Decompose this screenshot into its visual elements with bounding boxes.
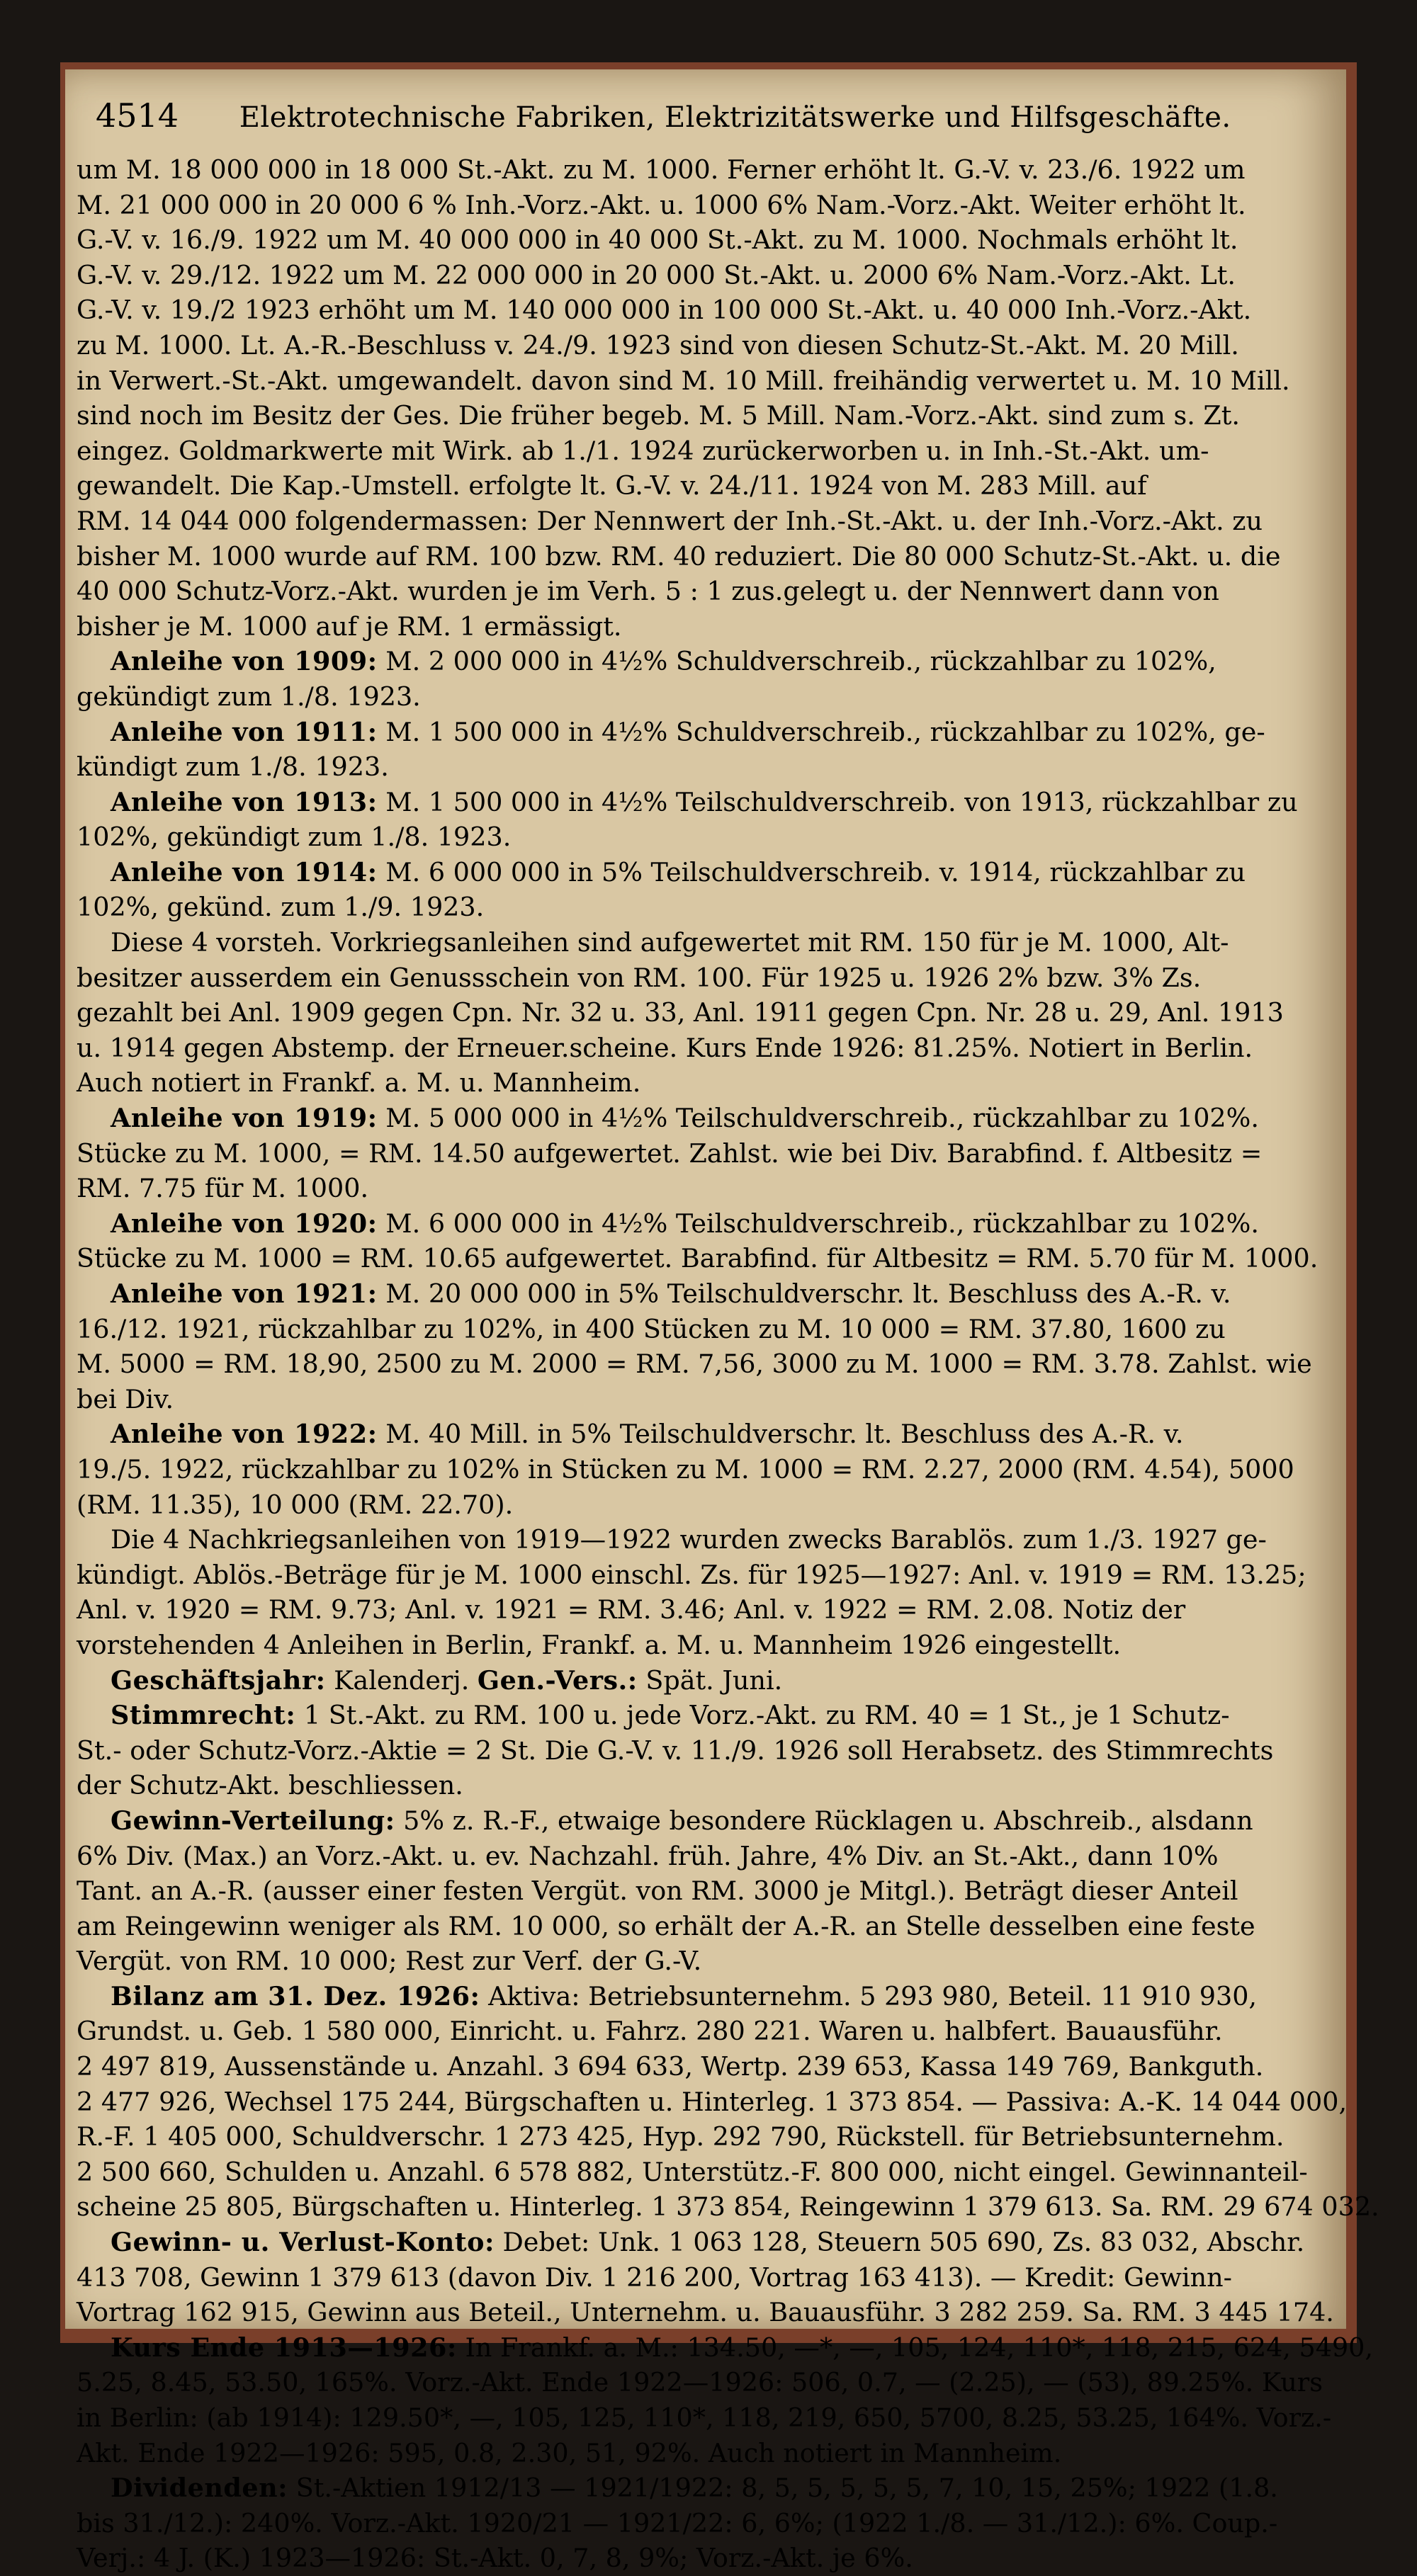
section-heading: Anleihe von 1911: bbox=[111, 716, 378, 747]
line-text: (RM. 11.35), 10 000 (RM. 22.70). bbox=[77, 1489, 514, 1520]
text-line bbox=[77, 890, 1256, 925]
text-line bbox=[77, 1909, 1256, 1944]
line-text: In Frankf. a. M.: 134.50, —*, —, 105, 124, 110*, 118, 215, 624, 5490, bbox=[456, 2332, 1374, 2363]
line-text: scheine 25 805, Bürgschaften u. Hinterleg. 1 373 854, Reingewinn 1 379 613. Sa. RM. 29 674 032. bbox=[77, 2191, 1379, 2223]
section-heading: Stimmrecht: bbox=[111, 1700, 296, 1731]
line-text: bisher M. 1000 wurde auf RM. 100 bzw. RM. 40 reduziert. Die 80 000 Schutz-St.-Akt. u. die bbox=[77, 540, 1281, 572]
text-line bbox=[77, 2541, 1256, 2576]
line-text: Verj.: 4 J. (K.) 1923—1926: St.-Akt. 0, 7, 8, 9%; Vorz.-Akt. je 6%. bbox=[77, 2543, 913, 2574]
text-line bbox=[77, 2119, 1285, 2155]
line-text: M. 21 000 000 in 20 000 6 % Inh.-Vorz.-Akt. u. 1000 6% Nam.-Vorz.-Akt. Weiter erhöht lt. bbox=[77, 189, 1246, 220]
line-text: 5.25, 8.45, 53.50, 165%. Vorz.-Akt. Ende 1922—1926: 506, 0.7, — (2.25), — (53), 89.25%. Kurs bbox=[77, 2367, 1323, 2398]
line-text: Diese 4 vorsteh. Vorkriegsanleihen sind aufgewertet mit RM. 150 für je M. 1000, Alt- bbox=[111, 927, 1229, 958]
line-text: Debet: Unk. 1 063 128, Steuern 505 690, Zs. 83 032, Abschr. bbox=[494, 2227, 1305, 2258]
text-line bbox=[77, 995, 1284, 1031]
line-text: M. 6 000 000 in 5% Teilschuldverschreib. v. 1914, rückzahlbar zu bbox=[377, 856, 1246, 887]
text-line bbox=[77, 258, 1256, 293]
line-text: Kalenderj. bbox=[325, 1664, 478, 1696]
line-text: kündigt zum 1./8. 1923. bbox=[77, 751, 389, 783]
text-line bbox=[77, 2155, 1308, 2190]
line-text: Vortrag 162 915, Gewinn aus Beteil., Unternehm. u. Bauausführ. 3 282 259. Sa. RM. 3 445 174. bbox=[77, 2297, 1334, 2328]
text-line bbox=[77, 2506, 1278, 2541]
text-line bbox=[77, 1944, 1256, 1979]
line-text: bisher je M. 1000 auf je RM. 1 ermässigt. bbox=[77, 611, 622, 642]
text-line bbox=[77, 293, 1256, 328]
line-text: vorstehenden 4 Anleihen in Berlin, Frankf. a. M. u. Mannheim 1926 eingestellt. bbox=[77, 1629, 1122, 1660]
text-line bbox=[77, 1628, 1256, 1663]
section-heading: Anleihe von 1913: bbox=[111, 786, 378, 817]
section-heading: Anleihe von 1914: bbox=[111, 856, 378, 887]
line-text: Akt. Ende 1922—1926: 595, 0.8, 2.30, 51, 92%. Auch notiert in Mannheim. bbox=[77, 2437, 1062, 2468]
line-text: 413 708, Gewinn 1 379 613 (davon Div. 1 216 200, Vortrag 163 413). — Kredit: Gewinn- bbox=[77, 2262, 1232, 2293]
line-text: 2 497 819, Aussenstände u. Anzahl. 3 694 633, Wertp. 239 653, Kassa 149 769, Bankguth. bbox=[77, 2051, 1264, 2082]
line-text: besitzer ausserdem ein Genussschein von RM. 100. Für 1925 u. 1926 2% bzw. 3% Zs. bbox=[77, 962, 1202, 993]
text-line bbox=[77, 679, 1256, 715]
running-title: Elektrotechnische Fabriken, Elektrizitätswerke und Hilfsgeschäfte. bbox=[239, 101, 1231, 134]
text-line bbox=[77, 1522, 1267, 1557]
text-line bbox=[77, 819, 1256, 855]
line-text: Die 4 Nachkriegsanleihen von 1919—1922 wurden zwecks Barablös. zum 1./3. 1927 ge- bbox=[111, 1524, 1267, 1555]
section-heading: Anleihe von 1921: bbox=[111, 1278, 378, 1309]
line-text: 19./5. 1922, rückzahlbar zu 102% in Stücken zu M. 1000 = RM. 2.27, 2000 (RM. 4.54), 5000 bbox=[77, 1453, 1294, 1485]
text-line bbox=[77, 644, 1256, 679]
text-line bbox=[77, 609, 1256, 645]
text-line bbox=[77, 2014, 1256, 2049]
line-text: Vergüt. von RM. 10 000; Rest zur Verf. der G.-V. bbox=[77, 1946, 702, 1977]
line-text: Aktiva: Betriebsunternehm. 5 293 980, Beteil. 11 910 930, bbox=[480, 1980, 1258, 2012]
line-text: G.-V. v. 29./12. 1922 um M. 22 000 000 in 20 000 St.-Akt. u. 2000 6% Nam.-Vorz.-Akt. Lt. bbox=[77, 259, 1236, 290]
text-line bbox=[77, 925, 1256, 960]
text-line bbox=[77, 1768, 1256, 1803]
line-text: 1 St.-Akt. zu RM. 100 u. jede Vorz.-Akt. zu RM. 40 = 1 St., je 1 Schutz- bbox=[295, 1700, 1230, 1731]
line-text: Grundst. u. Geb. 1 580 000, Einricht. u. Fahrz. 280 221. Waren u. halbfert. Bauausführ. bbox=[77, 2016, 1223, 2047]
section-heading: Dividenden: bbox=[111, 2473, 288, 2504]
body-text bbox=[77, 152, 1379, 2576]
text-line bbox=[77, 1417, 1256, 1452]
line-text: gekündigt zum 1./8. 1923. bbox=[77, 681, 421, 712]
text-line bbox=[77, 2084, 1348, 2120]
text-line bbox=[77, 1101, 1259, 1136]
text-line bbox=[77, 1206, 1259, 1242]
line-text: Auch notiert in Frankf. a. M. u. Mannheim. bbox=[77, 1067, 641, 1099]
line-text: sind noch im Besitz der Ges. Die früher begeb. M. 5 Mill. Nam.-Vorz.-Akt. sind zum s. Zt. bbox=[77, 400, 1241, 431]
line-text: in Verwert.-St.-Akt. umgewandelt. davon sind M. 10 Mill. freihändig verwertet u. M. 10 Mill. bbox=[77, 365, 1290, 396]
line-text: M. 2 000 000 in 4½% Schuldverschreib., rückzahlbar zu 102%, bbox=[377, 646, 1216, 677]
text-line bbox=[77, 2049, 1264, 2084]
text-line bbox=[77, 1241, 1319, 1276]
line-text: gewandelt. Die Kap.-Umstell. erfolgte lt. G.-V. v. 24./11. 1924 von M. 283 Mill. auf bbox=[77, 470, 1147, 501]
line-text: in Berlin: (ab 1914): 129.50*, —, 105, 125, 110*, 118, 219, 650, 5700, 8.25, 53.25, 164%. Vorz.- bbox=[77, 2402, 1332, 2433]
text-line bbox=[77, 2225, 1305, 2260]
text-line bbox=[77, 1839, 1256, 1874]
text-line bbox=[77, 1979, 1256, 2014]
line-text: M. 1 500 000 in 4½% Teilschuldverschreib. von 1913, rückzahlbar zu bbox=[377, 786, 1298, 817]
text-line bbox=[77, 504, 1263, 539]
section-heading: Anleihe von 1919: bbox=[111, 1103, 378, 1134]
section-heading: Kurs Ende 1913—1926: bbox=[111, 2332, 457, 2363]
line-text: gezahlt bei Anl. 1909 gegen Cpn. Nr. 32 u. 33, Anl. 1911 gegen Cpn. Nr. 28 u. 29, Anl. 1913 bbox=[77, 997, 1284, 1028]
line-text: 16./12. 1921, rückzahlbar zu 102%, in 400 Stücken zu M. 10 000 = RM. 37.80, 1600 zu bbox=[77, 1313, 1226, 1344]
line-text: 102%, gekünd. zum 1./9. 1923. bbox=[77, 892, 485, 923]
line-text: G.-V. v. 19./2 1923 erhöht um M. 140 000 000 in 100 000 St.-Akt. u. 40 000 Inh.-Vorz.-Akt. bbox=[77, 295, 1252, 326]
line-text: M. 5000 = RM. 18,90, 2500 zu M. 2000 = RM. 7,56, 3000 zu M. 1000 = RM. 3.78. Zahlst. wie bbox=[77, 1349, 1312, 1380]
text-line bbox=[77, 433, 1256, 469]
page-header bbox=[96, 91, 1229, 140]
text-line bbox=[77, 2330, 1374, 2366]
text-line bbox=[77, 1312, 1256, 1347]
section-heading: Gen.-Vers.: bbox=[477, 1664, 638, 1696]
section-heading: Gewinn- u. Verlust-Konto: bbox=[111, 2227, 495, 2258]
line-text: M. 6 000 000 in 4½% Teilschuldverschreib., rückzahlbar zu 102%. bbox=[377, 1208, 1259, 1239]
line-text: Anl. v. 1920 = RM. 9.73; Anl. v. 1921 = RM. 3.46; Anl. v. 1922 = RM. 2.08. Notiz der bbox=[77, 1594, 1186, 1625]
text-line bbox=[77, 222, 1256, 258]
line-text: am Reingewinn weniger als RM. 10 000, so erhält der A.-R. an Stelle desselben eine feste bbox=[77, 1910, 1255, 1941]
text-line bbox=[77, 363, 1290, 399]
text-line bbox=[77, 539, 1281, 574]
section-heading: Anleihe von 1920: bbox=[111, 1208, 378, 1239]
section-heading: Geschäftsjahr: bbox=[111, 1664, 326, 1696]
text-line bbox=[77, 1873, 1256, 1909]
text-line bbox=[77, 855, 1256, 890]
line-text: G.-V. v. 16./9. 1922 um M. 40 000 000 in 40 000 St.-Akt. zu M. 1000. Nochmals erhöht lt. bbox=[77, 225, 1238, 256]
text-line bbox=[77, 749, 1256, 785]
line-text: Stücke zu M. 1000 = RM. 10.65 aufgewertet. Barabfind. für Altbesitz = RM. 5.70 für M. 1000. bbox=[77, 1243, 1319, 1274]
line-text: Spät. Juni. bbox=[637, 1664, 783, 1696]
page-number: 4514 bbox=[96, 96, 179, 135]
line-text: 2 500 660, Schulden u. Anzahl. 6 578 882, Unterstütz.-F. 800 000, nicht eingel. Gewinnanteil- bbox=[77, 2156, 1308, 2187]
line-text: 5% z. R.-F., etwaige besondere Rücklagen u. Abschreib., alsdann bbox=[395, 1805, 1253, 1836]
text-line bbox=[77, 1276, 1256, 1312]
text-line bbox=[77, 785, 1298, 820]
line-text: RM. 14 044 000 folgendermassen: Der Nennwert der Inh.-St.-Akt. u. der Inh.-Vorz.-Akt. zu bbox=[77, 505, 1263, 536]
line-text: Stücke zu M. 1000, = RM. 14.50 aufgewertet. Zahlst. wie bei Div. Barabfind. f. Altbesitz = bbox=[77, 1137, 1263, 1169]
text-line bbox=[77, 1452, 1294, 1487]
text-line bbox=[77, 1171, 1256, 1206]
text-line bbox=[77, 2295, 1334, 2330]
text-line bbox=[77, 1136, 1263, 1171]
text-line bbox=[77, 574, 1256, 609]
line-text: der Schutz-Akt. beschliessen. bbox=[77, 1770, 463, 1801]
line-text: eingez. Goldmarkwerte mit Wirk. ab 1./1. 1924 zurückerworben u. in Inh.-St.-Akt. um- bbox=[77, 435, 1209, 466]
section-heading: Bilanz am 31. Dez. 1926: bbox=[111, 1980, 480, 2012]
text-line bbox=[77, 715, 1265, 750]
line-text: R.-F. 1 405 000, Schuldverschr. 1 273 425, Hyp. 292 790, Rückstell. für Betriebsunternehm. bbox=[77, 2121, 1285, 2152]
text-line bbox=[77, 188, 1256, 223]
text-line bbox=[77, 2470, 1278, 2506]
line-text: Tant. an A.-R. (ausser einer festen Vergüt. von RM. 3000 je Mitgl.). Beträgt dieser Anteil bbox=[77, 1876, 1238, 1907]
text-line bbox=[77, 1803, 1256, 1839]
line-text: 6% Div. (Max.) an Vorz.-Akt. u. ev. Nachzahl. früh. Jahre, 4% Div. an St.-Akt., dann 10% bbox=[77, 1840, 1219, 1871]
line-text: M. 40 Mill. in 5% Teilschuldverschr. lt. Beschluss des A.-R. v. bbox=[377, 1419, 1184, 1450]
text-line bbox=[77, 2365, 1323, 2400]
line-text: M. 1 500 000 in 4½% Schuldverschreib., rückzahlbar zu 102%, ge- bbox=[377, 716, 1265, 747]
line-text: M. 5 000 000 in 4½% Teilschuldverschreib., rückzahlbar zu 102%. bbox=[377, 1103, 1259, 1134]
text-line bbox=[77, 1487, 1256, 1523]
line-text: um M. 18 000 000 in 18 000 St.-Akt. zu M. 1000. Ferner erhöht lt. G.-V. v. 23./6. 1922 um bbox=[77, 154, 1246, 185]
text-line bbox=[77, 1592, 1256, 1628]
section-heading: Gewinn-Verteilung: bbox=[111, 1805, 395, 1836]
text-line bbox=[77, 1733, 1274, 1769]
text-line bbox=[77, 468, 1256, 504]
line-text: St.-Aktien 1912/13 — 1921/1922: 8, 5, 5, 5, 5, 5, 7, 10, 15, 25%; 1922 (1.8. bbox=[288, 2473, 1278, 2504]
text-line bbox=[77, 2260, 1256, 2296]
section-heading: Anleihe von 1922: bbox=[111, 1419, 378, 1450]
text-line bbox=[77, 2189, 1379, 2225]
line-text: M. 20 000 000 in 5% Teilschuldverschr. lt. Beschluss des A.-R. v. bbox=[377, 1278, 1231, 1309]
text-line bbox=[77, 1698, 1256, 1733]
line-text: bis 31./12.): 240%. Vorz.-Akt. 1920/21 — 1921/22: 6, 6%; (1922 1./8. — 31./12.): 6%. Coup.- bbox=[77, 2507, 1278, 2538]
section-heading: Anleihe von 1909: bbox=[111, 646, 378, 677]
text-line bbox=[77, 1382, 1256, 1417]
line-text: RM. 7.75 für M. 1000. bbox=[77, 1173, 369, 1204]
line-text: St.- oder Schutz-Vorz.-Aktie = 2 St. Die G.-V. v. 11./9. 1926 soll Herabsetz. des Stimmrechts bbox=[77, 1735, 1274, 1766]
line-text: zu M. 1000. Lt. A.-R.-Beschluss v. 24./9. 1923 sind von diesen Schutz-St.-Akt. M. 20 Mill. bbox=[77, 329, 1239, 361]
text-line bbox=[77, 1346, 1312, 1382]
text-line bbox=[77, 152, 1256, 188]
text-line bbox=[77, 1065, 1256, 1101]
text-line bbox=[77, 960, 1256, 996]
line-text: u. 1914 gegen Abstemp. der Erneuer.scheine. Kurs Ende 1926: 81.25%. Notiert in Berlin. bbox=[77, 1032, 1253, 1063]
line-text: bei Div. bbox=[77, 1383, 174, 1414]
text-line bbox=[77, 1557, 1306, 1593]
text-line bbox=[77, 2400, 1332, 2436]
text-line bbox=[77, 1031, 1256, 1066]
line-text: kündigt. Ablös.-Beträge für je M. 1000 einschl. Zs. für 1925—1927: Anl. v. 1919 = RM. 13.25; bbox=[77, 1559, 1306, 1590]
line-text: 40 000 Schutz-Vorz.-Akt. wurden je im Verh. 5 : 1 zus.gelegt u. der Nennwert dann von bbox=[77, 576, 1219, 607]
text-line bbox=[77, 328, 1256, 363]
line-text: 102%, gekündigt zum 1./8. 1923. bbox=[77, 822, 512, 853]
line-text: 2 477 926, Wechsel 175 244, Bürgschaften u. Hinterleg. 1 373 854. — Passiva: A.-K. 14 044 000, bbox=[77, 2086, 1348, 2117]
text-line bbox=[77, 2436, 1256, 2471]
text-line bbox=[77, 398, 1256, 433]
text-line bbox=[77, 1663, 1256, 1698]
